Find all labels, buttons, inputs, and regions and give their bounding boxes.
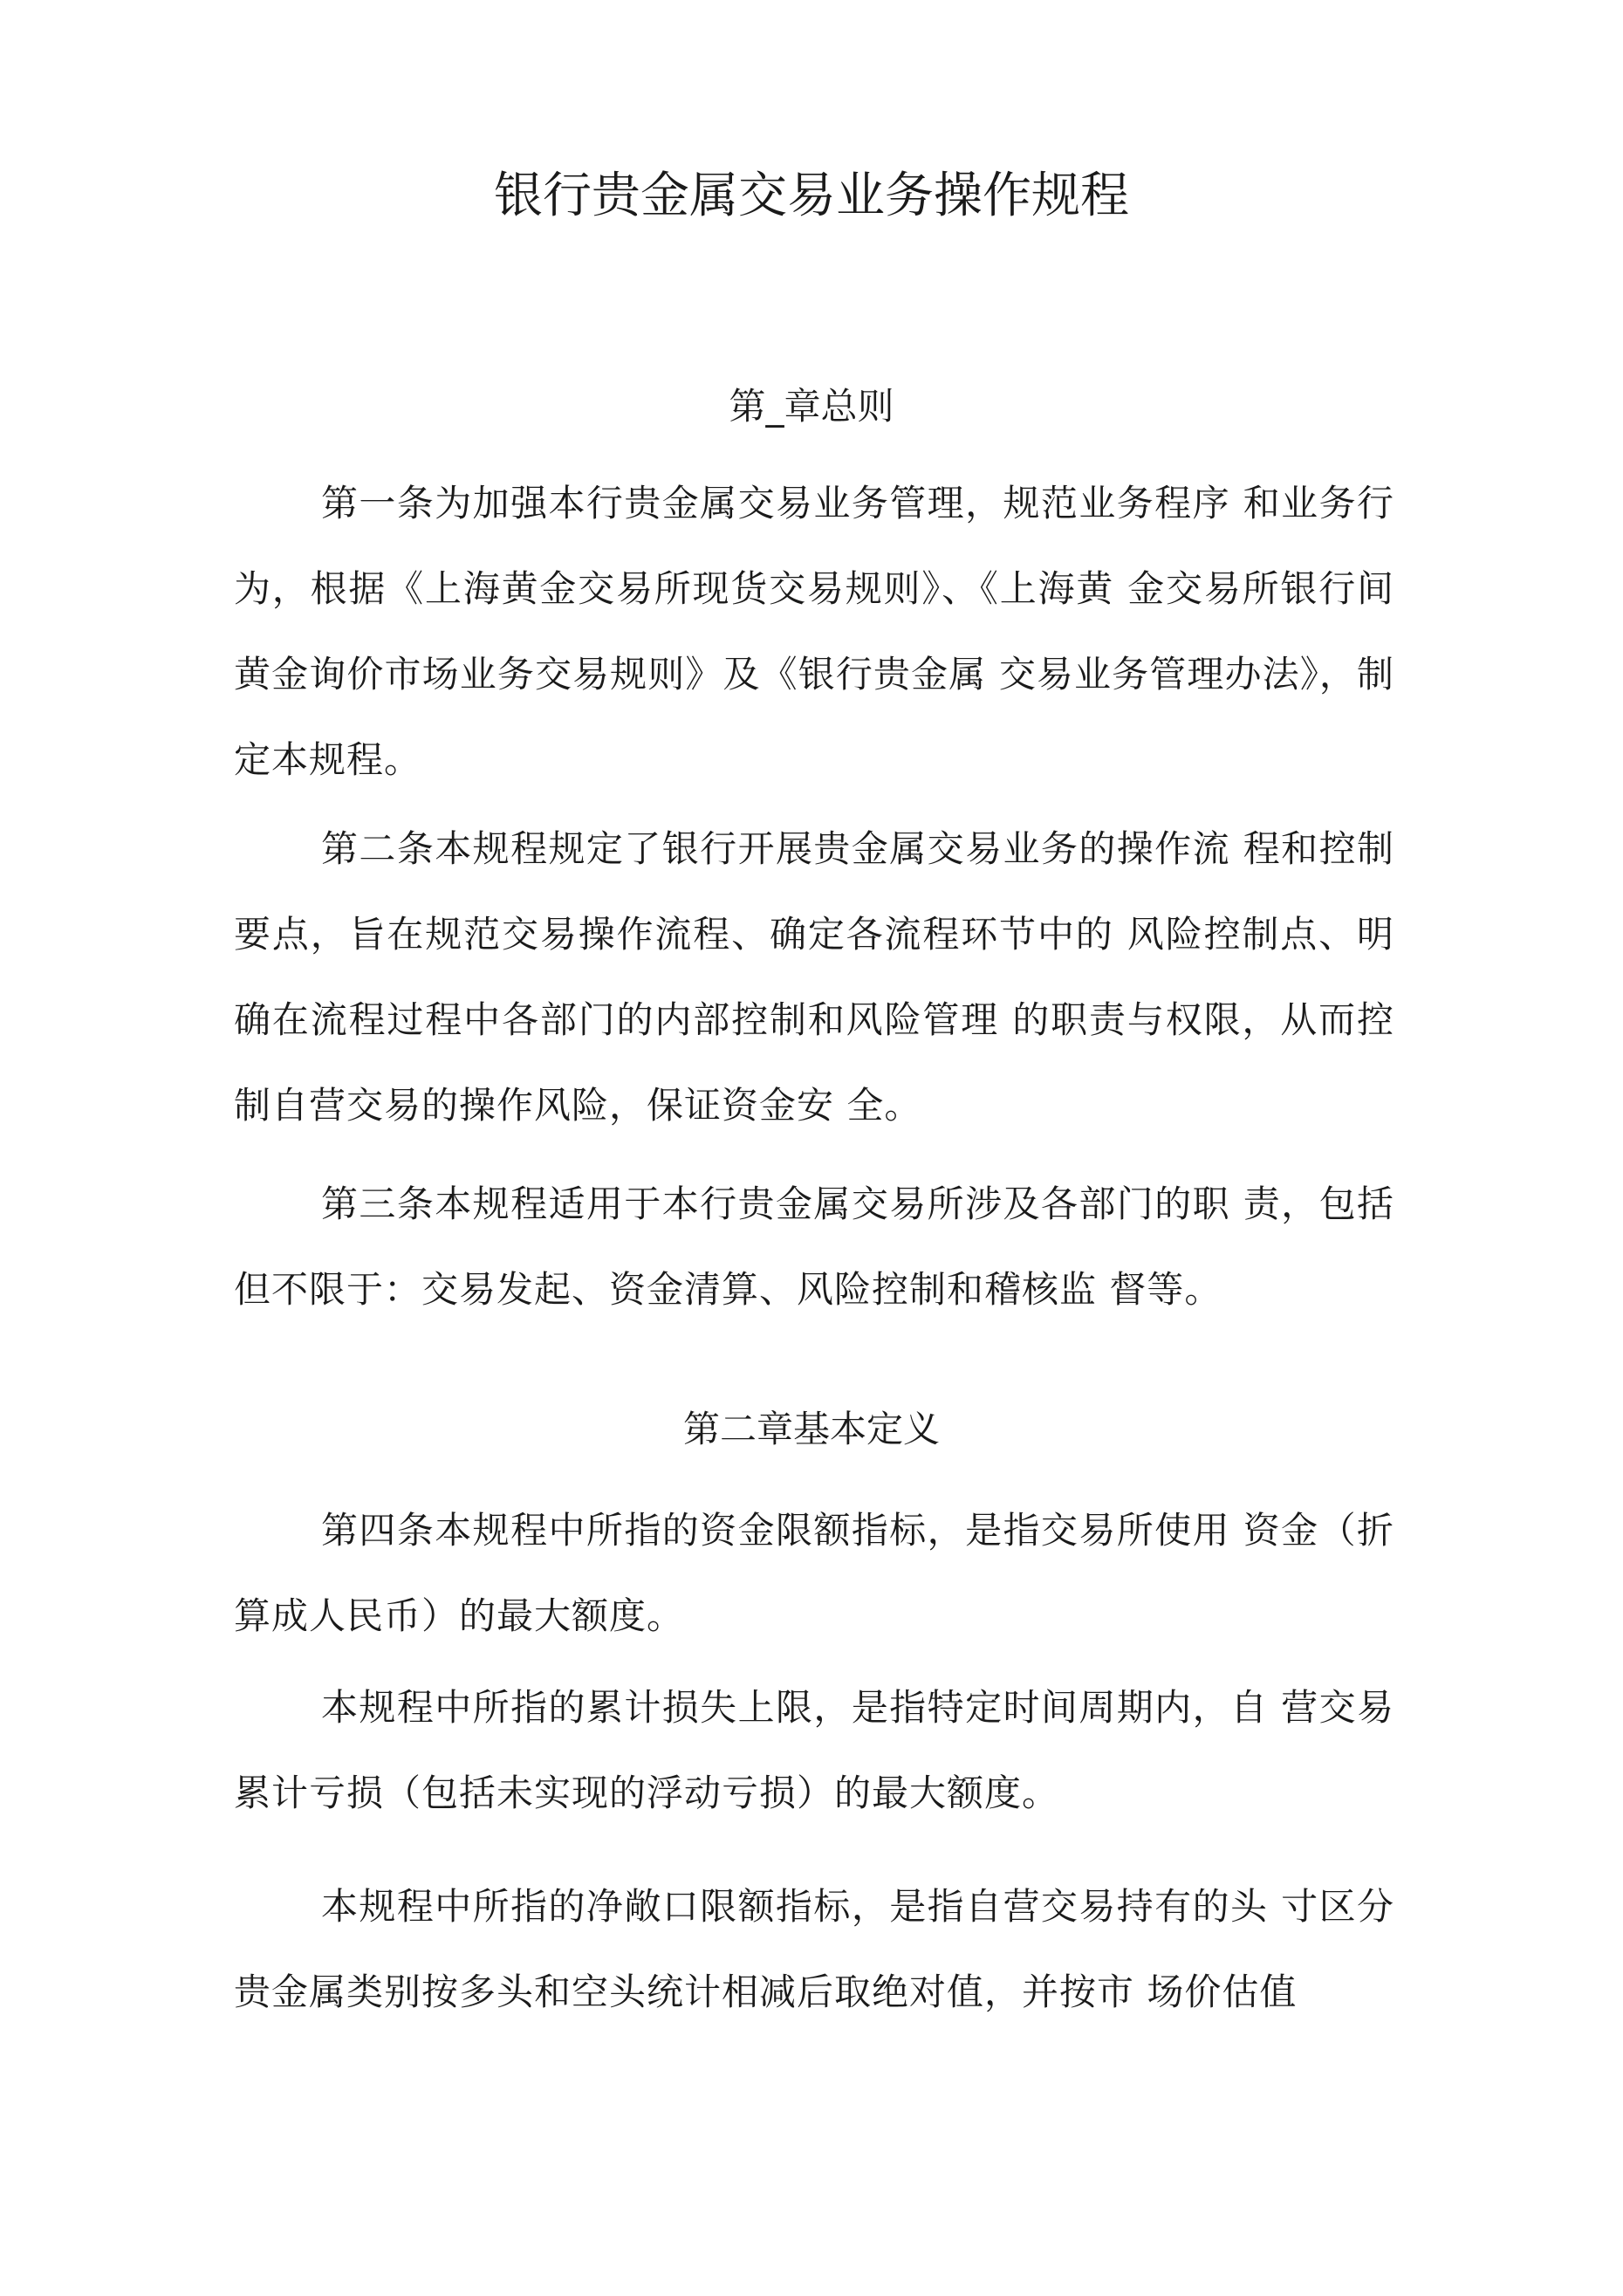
article-1: 第一条为加强本行贵金属交易业务管理，规范业务程序 和业务行为，根据《上海黄金交易所现货交易规则》、《上海黄 金交易所银行间黄金询价市场业务交易规则》及《银行贵金属 交易业务管理办法》，制定本规程。 [234,482,1394,781]
document-title: 银行贵金属交易业务操作规程 [494,168,1129,224]
definition-net-exposure: 本规程中所指的净敞口限额指标，是指自营交易持有的头 寸区分贵金属类别按多头和空头统计相减后取绝对值，并按市 场价估值 [234,1885,1394,2013]
article-3: 第三条本规程适用于本行贵金属交易所涉及各部门的职 责，包括但不限于：交易发起、资金清算、风险控制和稽核监 督等。 [234,1182,1394,1311]
chapter-2-heading: 第二章基本定义 [682,1408,940,1450]
chapter-1-heading: 第_章总则 [729,385,894,428]
article-2: 第二条本规程规定了银行开展贵金属交易业务的操作流 程和控制要点，旨在规范交易操作流程、确定各流程环节中的 风险控制点、明确在流程过程中各部门的内部控制和风险管理 的职责与权限，从而控制自营交易的操作风险，保证资金安 全。 [234,827,1394,1127]
definition-cumulative-loss: 本规程中所指的累计损失上限，是指特定时间周期内，自 营交易累计亏损（包括未实现的浮动亏损）的最大额度。 [234,1686,1394,1814]
article-4: 第四条本规程中所指的资金限额指标，是指交易所使用 资金（折算成人民币）的最大额度。 [234,1509,1394,1637]
